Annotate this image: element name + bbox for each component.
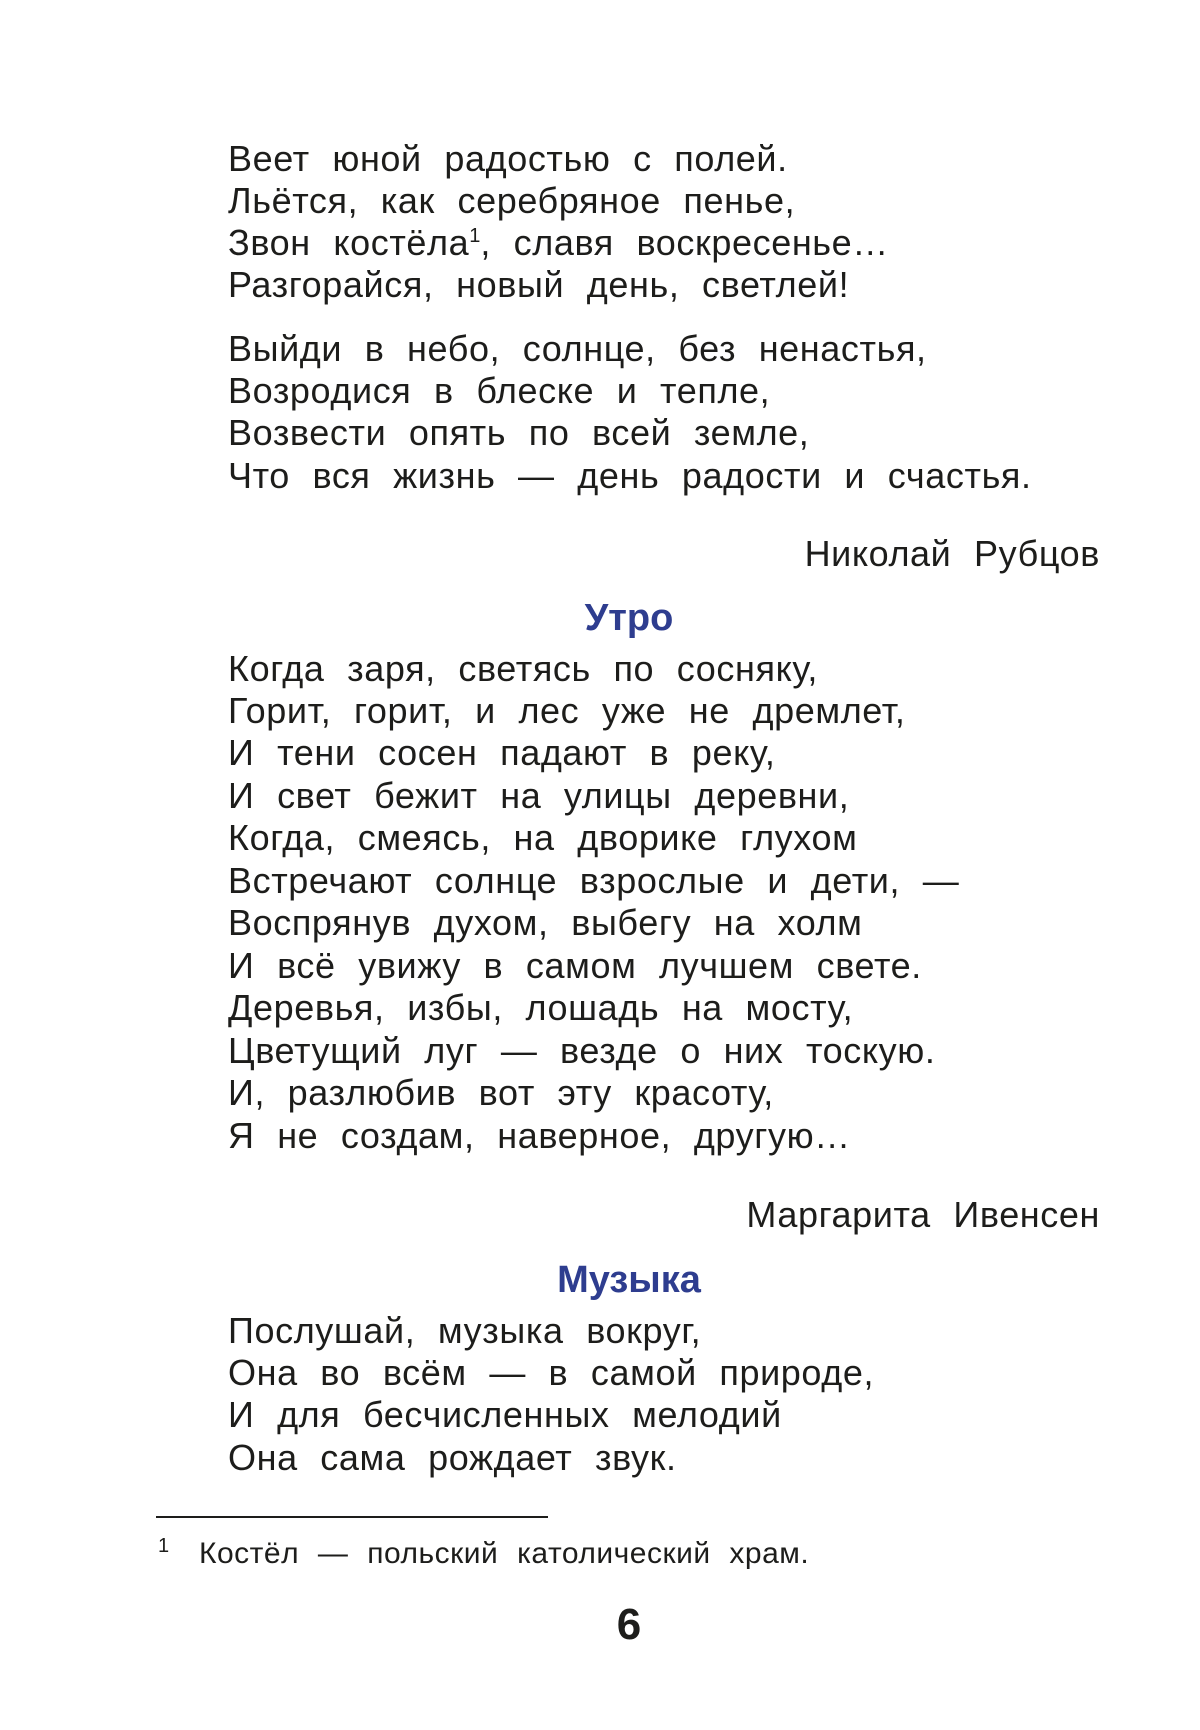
poem-line: Воспрянув духом, выбегу на холм — [228, 902, 863, 943]
page-number: 6 — [616, 1600, 642, 1649]
poem-line: Послушай, музыка вокруг, — [228, 1310, 702, 1351]
poem-line: Горит, горит, и лес уже не дремлет, — [228, 690, 906, 731]
poem-line-tail: , славя воскресенье… — [480, 222, 889, 263]
poem-line: Когда заря, светясь по сосняку, — [228, 648, 818, 689]
poem-line: И свет бежит на улицы деревни, — [228, 775, 850, 816]
poem-line: Возродися в блеске и тепле, — [228, 370, 771, 411]
poem-line: И тени сосен падают в реку, — [228, 732, 776, 773]
poem-line: Веет юной радостью с полей. — [228, 138, 788, 179]
poem-line: Она во всём — в самой природе, — [228, 1352, 875, 1393]
poem-line: Разгорайся, новый день, светлей! — [228, 264, 850, 305]
poem-line: Выйди в небо, солнце, без ненастья, — [228, 328, 927, 369]
poem-line: Что вся жизнь — день радости и счастья. — [228, 455, 1032, 496]
footnote-mark: 1 — [469, 225, 481, 247]
footnote-number: 1 — [158, 1535, 170, 1557]
poem-line: И, разлюбив вот эту красоту, — [228, 1072, 774, 1113]
footnote-divider — [156, 1516, 548, 1518]
poem-author: Маргарита Ивенсен — [746, 1194, 1100, 1235]
poem-line: Я не создам, наверное, другую… — [228, 1115, 851, 1156]
poem-author: Николай Рубцов — [804, 533, 1100, 574]
poem-line: И для бесчисленных мелодий — [228, 1394, 782, 1435]
poem-line: Цветущий луг — везде о них тоскую. — [228, 1030, 936, 1071]
footnote-text: Костёл — польский католический храм. — [199, 1537, 810, 1570]
poem-title: Музыка — [557, 1259, 701, 1301]
poem-line-with-footnote — [228, 222, 889, 264]
poem-line: Когда, смеясь, на дворике глухом — [228, 817, 858, 858]
poem-line: И всё увижу в самом лучшем свете. — [228, 945, 922, 986]
poem-title: Утро — [584, 597, 674, 639]
poem-line: Она сама рождает звук. — [228, 1437, 677, 1478]
poem-line: Возвести опять по всей земле, — [228, 412, 810, 453]
poem-line: Льётся, как серебряное пенье, — [228, 180, 796, 221]
poem-line: Встречают солнце взрослые и дети, — — [228, 860, 960, 901]
poem-line-head: Звон костёла — [228, 222, 470, 263]
poem-line: Деревья, избы, лошадь на мосту, — [228, 987, 854, 1028]
